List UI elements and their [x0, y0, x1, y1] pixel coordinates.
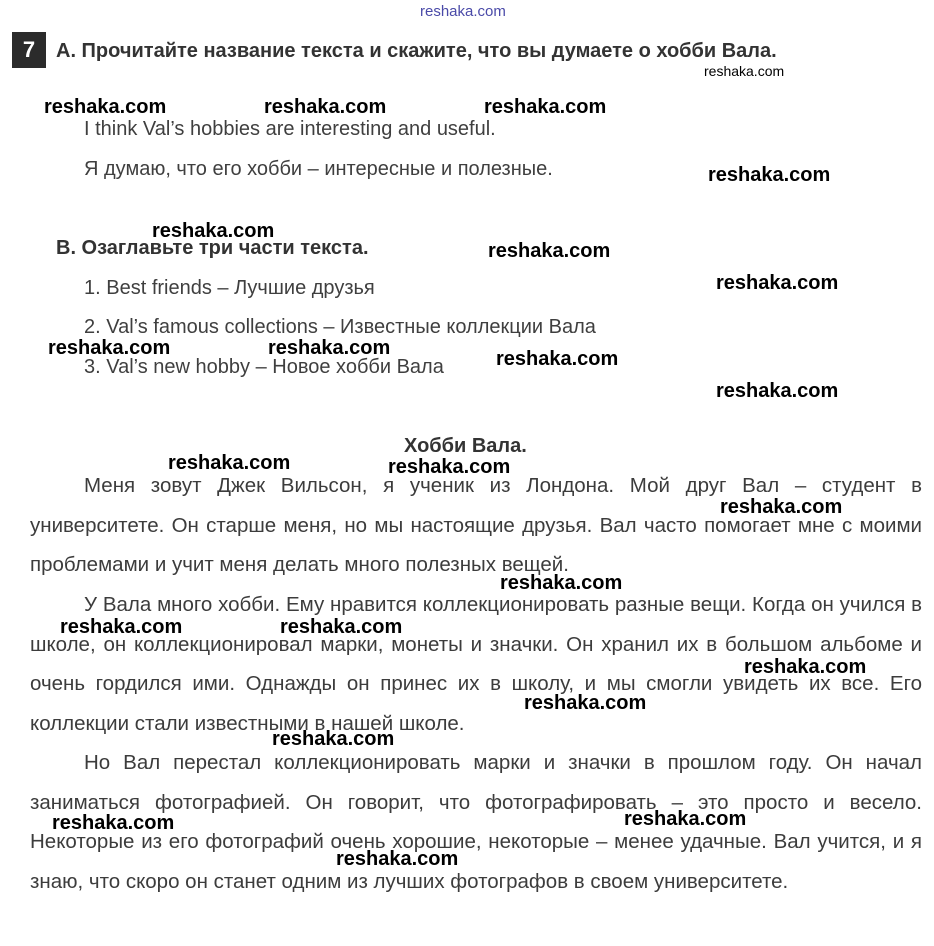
watermark: reshaka.com [48, 337, 171, 359]
text-paragraph: Но Вал перестал коллекционировать марки и значки в прошлом году. Он начал заниматься фотографией. Он говорит, что фотографировать – это просто и весело. Некоторые из его фотографий очень хорошие, некоторые – менее удачные. Вал учится, и я знаю, что скоро он станет одним из лучших фотографов в своем университете. [30, 751, 922, 893]
watermark: reshaka.com [716, 380, 839, 402]
watermark: reshaka.com [704, 63, 785, 79]
watermark: reshaka.com [60, 616, 183, 638]
watermark-top: reshaka.com [420, 3, 506, 20]
exercise-number-badge: 7 [12, 32, 46, 68]
part-b-item: 2. Val’s famous collections – Известные коллекции Вала [84, 316, 596, 338]
watermark: reshaka.com [484, 96, 607, 118]
watermark: reshaka.com [524, 692, 647, 714]
watermark: reshaka.com [168, 452, 291, 474]
watermark: reshaka.com [264, 96, 387, 118]
part-b-item: 1. Best friends – Лучшие друзья [84, 277, 375, 299]
watermark: reshaka.com [268, 337, 391, 359]
part-b-heading: B. Озаглавьте три части текста. [56, 237, 369, 259]
watermark: reshaka.com [336, 848, 459, 870]
text-title: Хобби Вала. [404, 435, 527, 457]
watermark: reshaka.com [708, 164, 831, 186]
watermark: reshaka.com [272, 728, 395, 750]
text-paragraph: У Вала много хобби. Ему нравится коллекционировать разные вещи. Когда он учился в школе, он коллекционировал марки, монеты и значки. Он хранил их в большом альбоме и очень гордился ими. Однажды он принес их в школу, и мы смогли увидеть их все. Его коллекции стали известными в нашей школе. [30, 593, 922, 735]
watermark: reshaka.com [280, 616, 403, 638]
watermark: reshaka.com [716, 272, 839, 294]
part-a-answer-en: I think Val’s hobbies are interesting and useful. [84, 118, 496, 140]
text-paragraph: Меня зовут Джек Вильсон, я ученик из Лондона. Мой друг Вал – студент в университете. Он старше меня, но мы настоящие друзья. Вал часто помогает мне с моими проблемами и учит меня делать много полезных вещей. [30, 474, 922, 576]
watermark: reshaka.com [720, 496, 843, 518]
watermark: reshaka.com [744, 656, 867, 678]
watermark: reshaka.com [488, 240, 611, 262]
watermark: reshaka.com [44, 96, 167, 118]
watermark: reshaka.com [496, 348, 619, 370]
watermark: reshaka.com [624, 808, 747, 830]
part-a-answer-ru: Я думаю, что его хобби – интересные и полезные. [84, 158, 553, 180]
part-b-item: 3. Val’s new hobby – Новое хобби Вала [84, 356, 444, 378]
watermark: reshaka.com [52, 812, 175, 834]
part-a-heading: A. Прочитайте название текста и скажите, что вы думаете о хобби Вала. [56, 40, 777, 62]
watermark: reshaka.com [500, 572, 623, 594]
watermark: reshaka.com [152, 220, 275, 242]
watermark: reshaka.com [388, 456, 511, 478]
